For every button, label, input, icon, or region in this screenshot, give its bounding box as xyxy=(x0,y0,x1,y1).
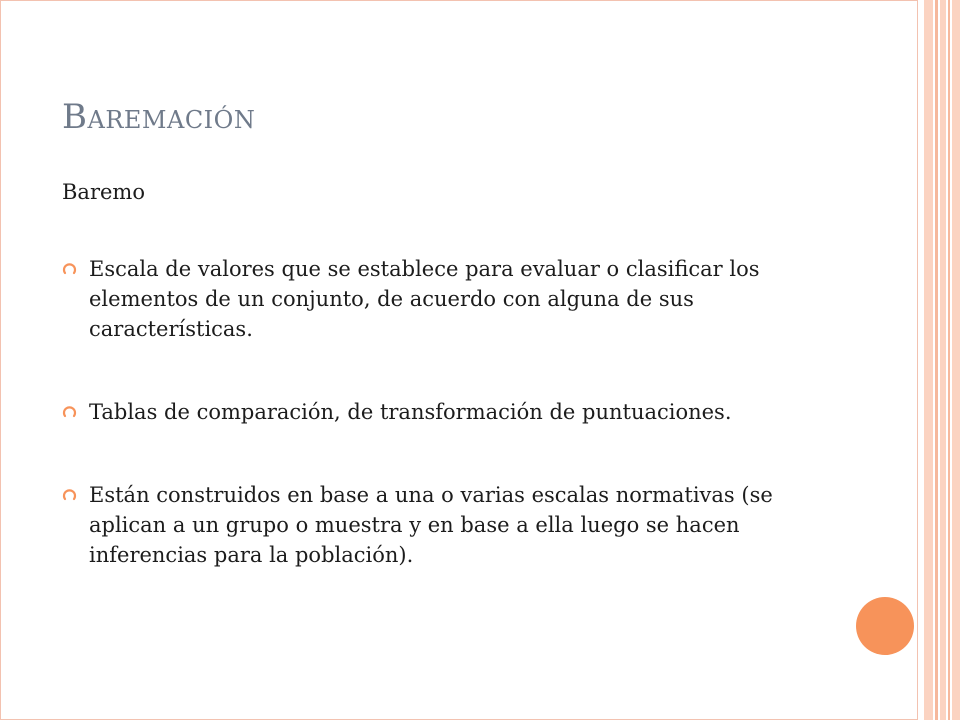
bullet-icon xyxy=(62,404,77,419)
accent-circle xyxy=(856,597,914,655)
bullet-text: Están construidos en base a una o varias escalas normativas (se aplican a un grupo o muestra y en base a ella luego se hacen inferencias para la población). xyxy=(89,483,773,567)
stripe xyxy=(940,0,946,720)
bullet-text: Tablas de comparación, de transformación de puntuaciones. xyxy=(89,400,732,424)
slide-subtitle: Baremo xyxy=(62,180,145,204)
list-item xyxy=(62,254,782,344)
stripe xyxy=(935,0,938,720)
stripe xyxy=(952,0,960,720)
stripe xyxy=(924,0,933,720)
bullet-text: Escala de valores que se establece para evaluar o clasificar los elementos de un conjunto, de acuerdo con alguna de sus características. xyxy=(89,257,760,341)
slide-title: Baremación xyxy=(62,97,256,137)
decorative-stripes xyxy=(918,0,960,720)
list-item xyxy=(62,397,782,427)
list-item xyxy=(62,480,782,570)
bullet-icon xyxy=(62,261,77,276)
bullet-list xyxy=(62,254,782,623)
stripe xyxy=(948,0,950,720)
bullet-icon xyxy=(62,487,77,502)
